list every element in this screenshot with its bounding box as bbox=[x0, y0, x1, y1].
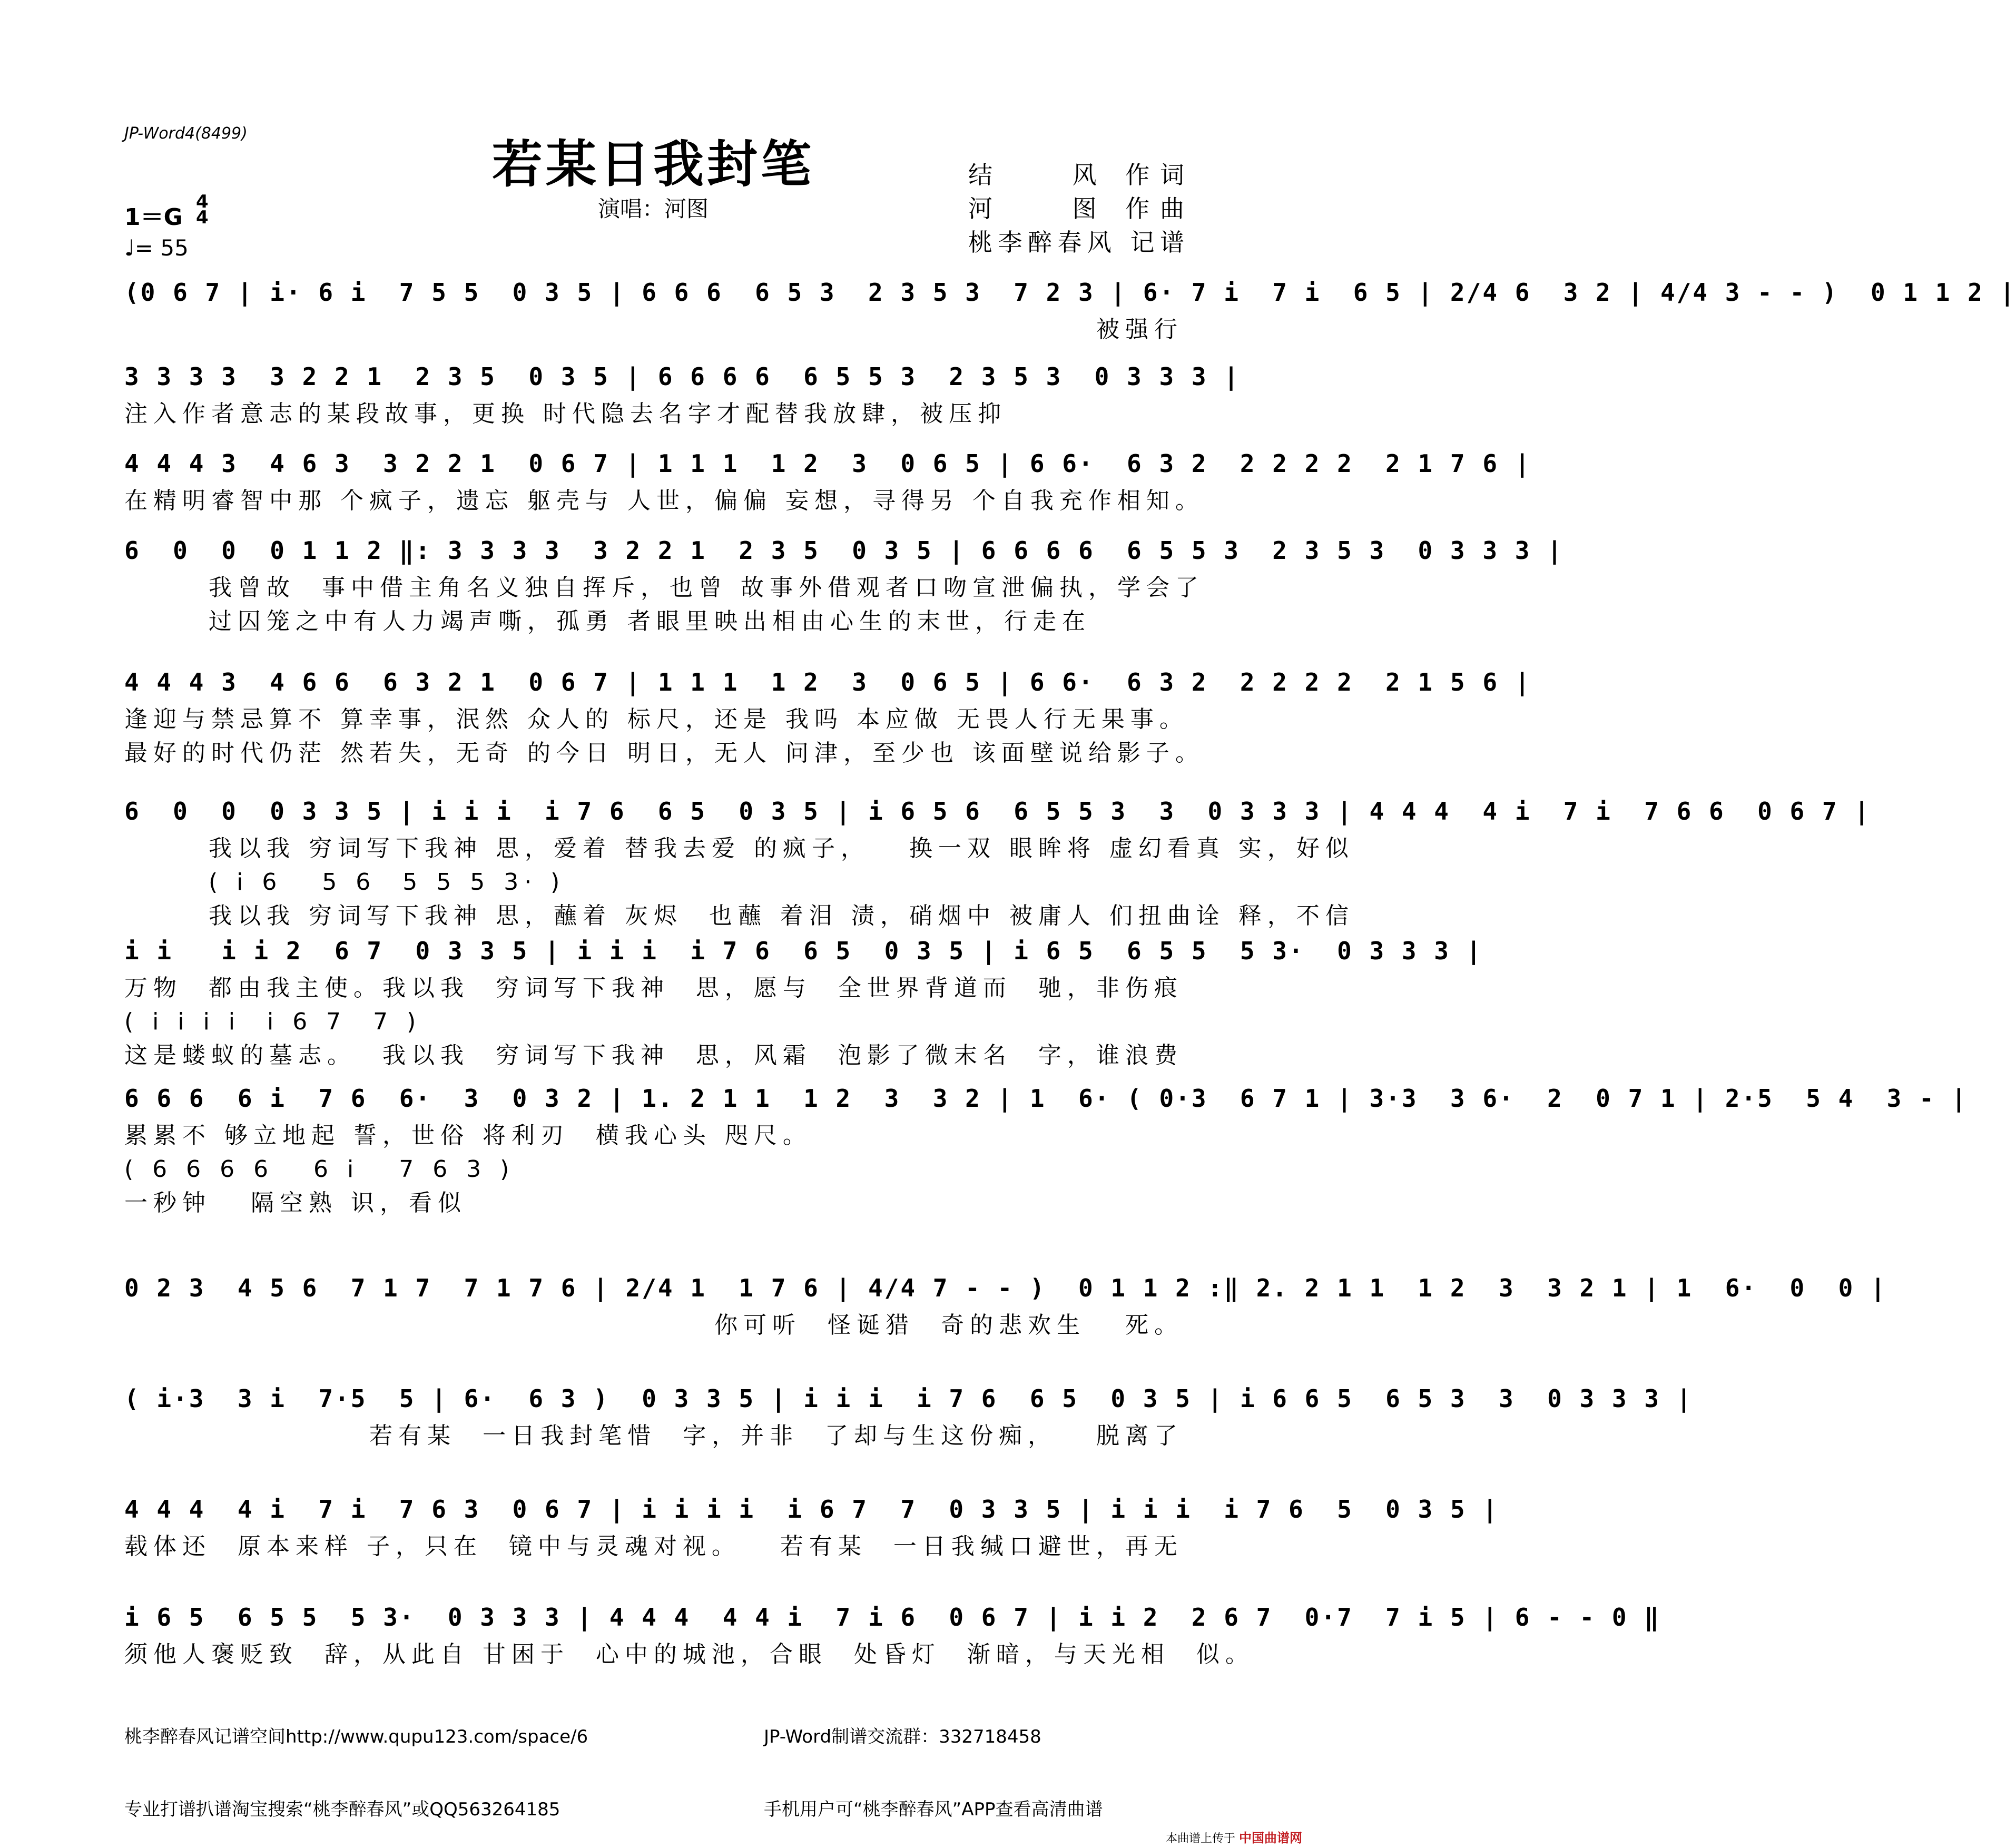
score-system bbox=[124, 1491, 1499, 1564]
site-stamp bbox=[1166, 1827, 1302, 1846]
score-system bbox=[124, 274, 2016, 347]
meter-bottom: 4 bbox=[196, 207, 209, 228]
footer-space-link[interactable]: 桃李醉春风记谱空间http://www.qupu123.com/space/6 bbox=[124, 1726, 588, 1747]
page-title: 若某日我封笔 bbox=[492, 134, 814, 194]
notation-line: ( i·3 3 i 7·5 5 | 6· 6 3 ) 0 3 3 5 | i i i i 7 6 6 5 0 3 5 | i 6 6 5 6 5 3 3 0 3 3 3 | bbox=[124, 1384, 1693, 1413]
footer-left bbox=[124, 1676, 588, 1846]
score-system bbox=[124, 1380, 1693, 1453]
score-system bbox=[124, 1080, 1968, 1220]
lyric-line: 在精明睿智中那 个疯子，遗忘 躯壳与 人世，偏偏 妄想，寻得另 个自我充作相知。 bbox=[124, 487, 1204, 514]
lyric-line: 你可听 怪诞猎 奇的悲欢生 死。 bbox=[714, 1312, 1183, 1339]
footer-right bbox=[764, 1676, 1103, 1846]
transcriber-credit: 桃李醉春风 记谱 bbox=[968, 228, 1184, 257]
lyric-line: 我以我 穷词写下我神 思，爱着 替我去爱 的疯子， 换一双 眼眸将 虚幻看真 实，好似 bbox=[209, 835, 1354, 862]
lyric-line: 一秒钟 隔空熟 识，看似 bbox=[124, 1190, 467, 1216]
lyric-line: 注入作者意志的某段故事，更换 时代隐去名字才配替我放肆，被压抑 bbox=[124, 400, 1007, 427]
lyric-line: 我曾故 事中借主角名义独自挥斥，也曾 故事外借观者口吻宣泄偏执，学会了 bbox=[209, 574, 1204, 601]
lyric-line: 我以我 穷词写下我神 思，蘸着 灰烬 也蘸 着泪 渍，硝烟中 被庸人 们扭曲诠 释，不信 bbox=[209, 902, 1354, 929]
notation-line: 0 2 3 4 5 6 7 1 7 7 1 7 6 | 2/4 1 1 7 6 | 4/4 7 - - ) 0 1 1 2 :‖ 2. 2 1 1 1 2 3 3 2 1 | 1 6· 0 0 | bbox=[124, 1274, 1887, 1302]
score-system bbox=[124, 532, 1563, 638]
lyric-line: 载体还 原本来样 子，只在 镜中与灵魂对视。 若有某 一日我缄口避世，再无 bbox=[124, 1533, 1183, 1560]
notation-line: 6 6 6 6 i 7 6 6· 3 0 3 2 | 1. 2 1 1 1 2 3 3 2 | 1 6· ( 0·3 6 7 1 | 3·3 3 6· 2 0 7 1 | 2·5 5 4 3 - | bbox=[124, 1084, 1968, 1113]
credits-block bbox=[968, 158, 1184, 259]
notation-line: i i i i 2 6 7 0 3 3 5 | i i i i 7 6 6 5 0 3 5 | i 6 5 6 5 5 5 3· 0 3 3 3 | bbox=[124, 937, 1483, 965]
lyric-line: ( 6 6 6 6 6 i 7 6 3 ) bbox=[124, 1156, 515, 1183]
notation-line: 3 3 3 3 3 2 2 1 2 3 5 0 3 5 | 6 6 6 6 6 5 5 3 2 3 5 3 0 3 3 3 | bbox=[124, 362, 1240, 391]
lyricist-credit: 结 风 作词 bbox=[968, 161, 1184, 189]
footer-group: JP-Word制谱交流群：332718458 bbox=[764, 1726, 1041, 1747]
score-system bbox=[124, 664, 1531, 770]
notation-line: 6 0 0 0 1 1 2 ‖: 3 3 3 3 3 2 2 1 2 3 5 0 3 5 | 6 6 6 6 6 5 5 3 2 3 5 3 0 3 3 3 | bbox=[124, 536, 1563, 565]
lyric-line: 累累不 够立地起 誓，世俗 将利刃 横我心头 咫尺。 bbox=[124, 1122, 812, 1149]
notation-line: i 6 5 6 5 5 5 3· 0 3 3 3 | 4 4 4 4 4 i 7 i 6 0 6 7 | i i 2 2 6 7 0·7 7 i 5 | 6 - - 0 ‖ bbox=[124, 1603, 1660, 1631]
footer-contact: 专业打谱扒谱淘宝搜索“桃李醉春风”或QQ563264185 bbox=[124, 1799, 560, 1820]
lyric-line: 逢迎与禁忌算不 算幸事，泯然 众人的 标尺，还是 我吗 本应做 无畏人行无果事。 bbox=[124, 706, 1188, 733]
site-logo: 中国曲谱网 bbox=[1239, 1831, 1302, 1845]
lyric-line: ( i i i i i 6 7 7 ) bbox=[124, 1008, 422, 1035]
tempo-mark: ♩= 55 bbox=[124, 235, 189, 261]
lyric-line: 须他人褒贬致 辞，从此自 甘困于 心中的城池，合眼 处昏灯 渐暗，与天光相 似。 bbox=[124, 1641, 1254, 1668]
lyric-line: ( i 6 5 6 5 5 5 3· ) bbox=[209, 869, 566, 896]
score-system bbox=[124, 358, 1240, 431]
lyric-line: 万物 都由我主使。我以我 穷词写下我神 思，愿与 全世界背道而 驰，非伤痕 bbox=[124, 975, 1183, 1001]
score-system bbox=[124, 445, 1531, 518]
stamp-prefix: 本曲谱上传于 bbox=[1165, 1832, 1235, 1845]
time-signature bbox=[196, 191, 209, 228]
notation-line: 4 4 4 3 4 6 3 3 2 2 1 0 6 7 | 1 1 1 1 2 3 0 6 5 | 6 6· 6 3 2 2 2 2 2 2 1 7 6 | bbox=[124, 449, 1531, 478]
lyric-line: 若有某 一日我封笔惜 字，并非 了却与生这份痴， 脱离了 bbox=[369, 1422, 1183, 1449]
score-system bbox=[124, 1599, 1660, 1672]
notation-line: 4 4 4 4 i 7 i 7 6 3 0 6 7 | i i i i i 6 7 7 0 3 3 5 | i i i i 7 6 5 0 3 5 | bbox=[124, 1495, 1499, 1523]
lyric-line: 这是蝼蚁的墓志。 我以我 穷词写下我神 思，风霜 泡影了微末名 字，谁浪费 bbox=[124, 1042, 1183, 1069]
lyric-line: 过囚笼之中有人力竭声嘶，孤勇 者眼里映出相由心生的末世，行走在 bbox=[209, 608, 1091, 635]
score-system bbox=[124, 932, 1483, 1073]
notation-line: (0 6 7 | i· 6 i 7 5 5 0 3 5 | 6 6 6 6 5 3 2 3 5 3 7 2 3 | 6· 7 i 7 i 6 5 | 2/4 6 3 2 | 4/4 3 - - ) 0 1 1 2 | bbox=[124, 278, 2016, 307]
score-system bbox=[124, 793, 1871, 933]
score-system bbox=[124, 1270, 1887, 1342]
software-label: JP-Word4(8499) bbox=[124, 124, 248, 143]
singer-credit: 演唱：河图 bbox=[597, 196, 709, 222]
composer-credit: 河 图 作曲 bbox=[968, 194, 1184, 223]
lyric-line: 被强行 bbox=[1096, 316, 1183, 343]
footer-app-note: 手机用户可“桃李醉春风”APP查看高清曲谱 bbox=[764, 1799, 1103, 1820]
lyric-line: 最好的时代仍茫 然若失，无奇 的今日 明日，无人 问津，至少也 该面壁说给影子。 bbox=[124, 740, 1204, 766]
notation-line: 4 4 4 3 4 6 6 6 3 2 1 0 6 7 | 1 1 1 1 2 3 0 6 5 | 6 6· 6 3 2 2 2 2 2 2 1 5 6 | bbox=[124, 668, 1531, 696]
meter-top: 4 bbox=[196, 191, 209, 212]
key-signature: 1＝G bbox=[124, 204, 183, 231]
notation-line: 6 0 0 0 3 3 5 | i i i i 7 6 6 5 0 3 5 | i 6 5 6 6 5 5 3 3 0 3 3 3 | 4 4 4 4 i 7 i 7 6 6 0 6 7 | bbox=[124, 797, 1871, 825]
